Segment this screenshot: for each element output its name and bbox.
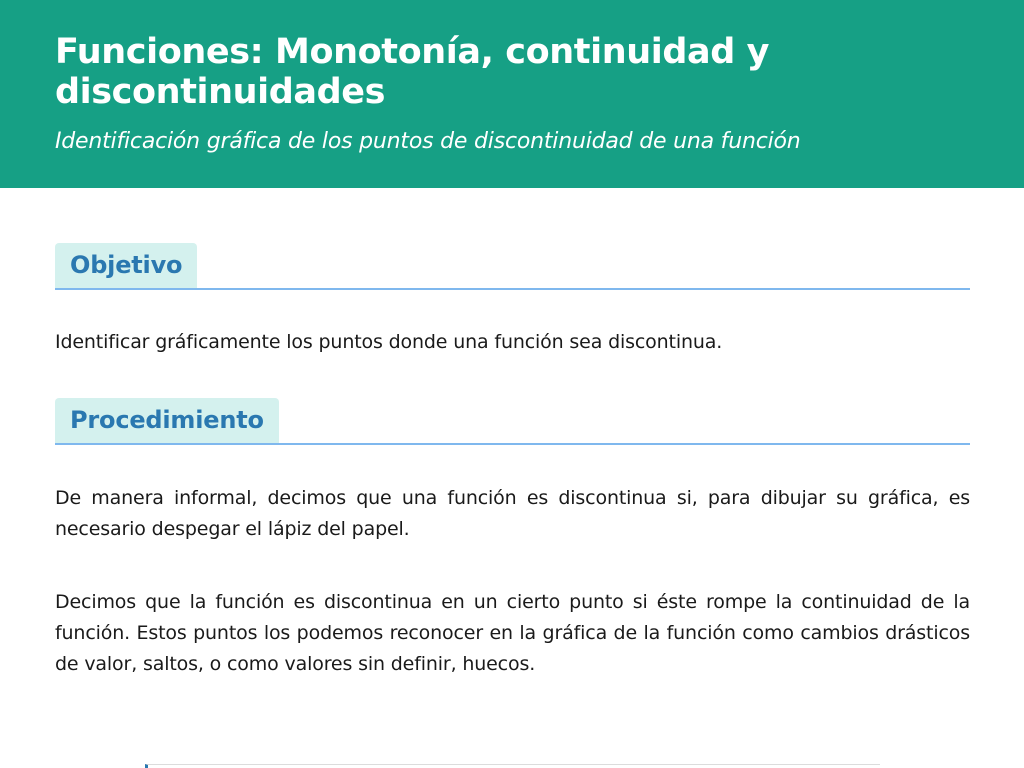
next-content-box <box>145 764 880 768</box>
section-header-objetivo <box>55 243 970 290</box>
procedimiento-paragraph-1: De manera informal, decimos que una función es discontinua si, para dibujar su gráfica, es necesario despegar el lápiz del papel. <box>55 487 970 540</box>
page-subtitle: Identificación gráfica de los puntos de discontinuidad de una función <box>55 129 801 154</box>
section-heading-objetivo: Objetivo <box>55 243 197 288</box>
main-content <box>55 243 970 680</box>
section-procedimiento <box>55 398 970 680</box>
procedimiento-paragraph-2: Decimos que la función es discontinua en un cierto punto si éste rompe la continuidad de la función. Estos puntos los podemos reconocer en la gráfica de la función como cambios drásticos de valor, saltos, o como valores sin definir, huecos. <box>55 591 970 675</box>
objetivo-paragraph: Identificar gráficamente los puntos donde una función sea discontinua. <box>55 331 723 353</box>
title-banner <box>0 0 1024 188</box>
section-heading-procedimiento: Procedimiento <box>55 398 279 443</box>
section-header-procedimiento <box>55 398 970 445</box>
page-title: Funciones: Monotonía, continuidad y discontinuidades <box>55 32 770 112</box>
section-objetivo <box>55 243 970 358</box>
